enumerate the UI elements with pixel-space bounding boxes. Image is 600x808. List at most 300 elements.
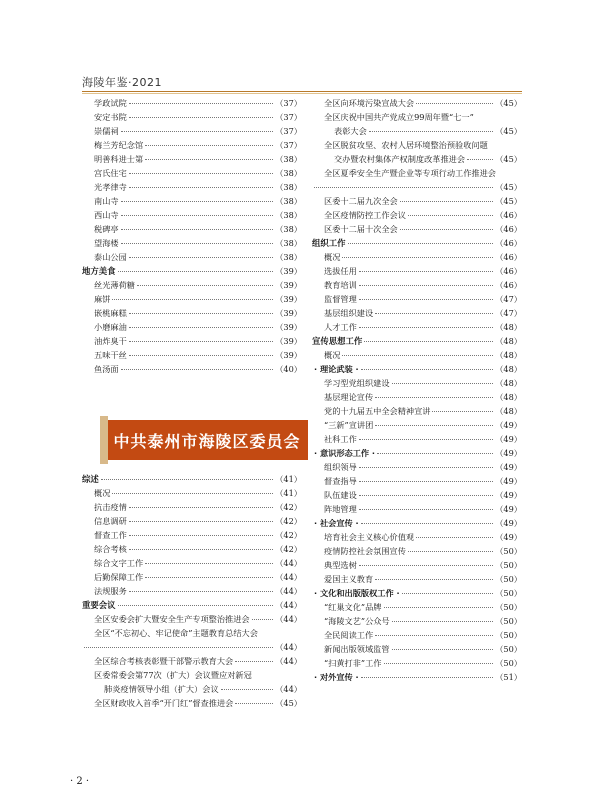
leader-dots <box>359 327 493 328</box>
toc-entry-title: 疫情防控社会氛围宣传 <box>324 546 406 556</box>
toc-entry-continued[interactable] <box>82 682 302 696</box>
toc-entry-title: · 意识形态工作 · <box>314 448 376 458</box>
toc-entry[interactable] <box>312 642 522 656</box>
toc-entry-title: 光孝律寺 <box>94 182 127 192</box>
toc-entry[interactable] <box>312 488 522 502</box>
toc-entry-title: 表彰大会 <box>334 126 367 136</box>
toc-entry-page: （39） <box>275 350 302 360</box>
toc-entry-continued[interactable] <box>312 152 522 166</box>
toc-entry-page: （38） <box>275 154 302 164</box>
toc-entry-page: （50） <box>495 630 522 640</box>
leader-dots <box>129 549 273 550</box>
toc-entry[interactable] <box>312 460 522 474</box>
leader-dots <box>129 327 273 328</box>
leader-dots <box>400 229 494 230</box>
toc-entry[interactable] <box>312 110 522 124</box>
toc-entry[interactable] <box>82 236 302 250</box>
toc-entry-page: （49） <box>495 504 522 514</box>
toc-entry-page: （41） <box>275 474 302 484</box>
toc-entry[interactable] <box>82 584 302 598</box>
toc-entry-title: 督查工作 <box>94 530 127 540</box>
toc-entry-page: （45） <box>275 698 302 708</box>
toc-entry-title: 丝光薄荷糖 <box>94 280 135 290</box>
toc-entry-page: （42） <box>275 530 302 540</box>
leader-dots <box>145 563 273 564</box>
toc-entry[interactable] <box>312 544 522 558</box>
toc-entry-page: （50） <box>495 546 522 556</box>
toc-left-bottom <box>82 472 302 710</box>
toc-entry-title: 学政试院 <box>94 98 127 108</box>
toc-entry-title: 组织工作 <box>312 238 346 248</box>
toc-entry[interactable] <box>312 320 522 334</box>
toc-entry-page: （49） <box>495 448 522 458</box>
toc-entry-title: 区委十二届十次全会 <box>324 224 398 234</box>
toc-entry-title: 南山寺 <box>94 196 119 206</box>
toc-entry-title: 梅兰芳纪念馆 <box>94 140 144 150</box>
toc-entry[interactable] <box>82 278 302 292</box>
toc-entry-title: 宣传思想工作 <box>312 336 363 346</box>
toc-entry-title: 典型选树 <box>324 560 357 570</box>
toc-entry-page: （48） <box>495 392 522 402</box>
toc-entry-title: 油炸臭干 <box>94 336 127 346</box>
page-number: · 2 · <box>70 776 90 787</box>
toc-entry-page: （38） <box>275 238 302 248</box>
leader-dots <box>359 565 493 566</box>
toc-entry[interactable] <box>82 514 302 528</box>
toc-entry-page: （38） <box>275 252 302 262</box>
toc-subsection-heading[interactable] <box>312 586 522 600</box>
toc-entry[interactable] <box>312 264 522 278</box>
leader-dots <box>359 299 493 300</box>
toc-entry[interactable] <box>312 558 522 572</box>
toc-entry[interactable] <box>82 180 302 194</box>
leader-dots <box>121 243 274 244</box>
toc-entry-title: 崇儒祠 <box>94 126 119 136</box>
leader-dots <box>129 313 273 314</box>
leader-dots <box>359 271 493 272</box>
toc-subsection-heading[interactable] <box>312 670 522 684</box>
toc-entry[interactable] <box>312 432 522 446</box>
toc-entry-page: （38） <box>275 196 302 206</box>
toc-entry-page: （50） <box>495 644 522 654</box>
toc-entry-page: （51） <box>495 672 522 682</box>
toc-entry[interactable] <box>312 572 522 586</box>
leader-dots <box>129 507 273 508</box>
toc-entry[interactable] <box>82 542 302 556</box>
toc-entry-page: （50） <box>495 658 522 668</box>
leader-dots <box>359 509 493 510</box>
toc-entry-title: 鱼汤面 <box>94 364 119 374</box>
leader-dots <box>361 677 494 678</box>
toc-entry-page: （44） <box>275 600 302 610</box>
toc-entry-title: 全区综合考核表彰暨干部警示教育大会 <box>94 656 234 666</box>
leader-dots <box>402 593 494 594</box>
toc-entry[interactable] <box>312 376 522 390</box>
toc-entry-title: “红巢文化”品牌 <box>324 602 382 612</box>
toc-section-heading[interactable] <box>312 334 522 348</box>
toc-entry-page: （49） <box>495 518 522 528</box>
toc-entry-page: （50） <box>495 574 522 584</box>
toc-entry-title: · 社会宣传 · <box>314 518 359 528</box>
toc-entry-title: 望海楼 <box>94 238 119 248</box>
toc-section-heading[interactable] <box>82 264 302 278</box>
toc-entry[interactable] <box>312 194 522 208</box>
toc-entry[interactable] <box>82 250 302 264</box>
toc-entry[interactable] <box>82 362 302 376</box>
toc-entry-title: 综合考核 <box>94 544 127 554</box>
toc-entry-title: 西山寺 <box>94 210 119 220</box>
toc-entry[interactable] <box>82 320 302 334</box>
toc-entry-page: （44） <box>275 684 302 694</box>
toc-entry[interactable] <box>312 418 522 432</box>
toc-entry-page: （44） <box>275 572 302 582</box>
leader-dots <box>359 285 493 286</box>
toc-entry-page: （44） <box>275 586 302 596</box>
toc-entry[interactable] <box>82 334 302 348</box>
header-rule <box>82 91 522 92</box>
toc-entry[interactable] <box>312 222 522 236</box>
leader-dots <box>375 579 493 580</box>
toc-entry-title: 全区向环境污染宣战大会 <box>324 98 415 108</box>
leader-dots <box>145 145 273 146</box>
toc-entry-title: 综述 <box>82 474 99 484</box>
toc-entry-title: 全区安委会扩大暨安全生产专项整治推进会 <box>94 614 250 624</box>
toc-entry-page: （50） <box>495 616 522 626</box>
leader-dots <box>392 649 494 650</box>
toc-entry[interactable] <box>312 166 522 180</box>
toc-entry[interactable] <box>82 528 302 542</box>
toc-entry[interactable] <box>82 696 302 710</box>
leader-dots <box>348 243 494 244</box>
leader-dots <box>121 131 274 132</box>
toc-entry[interactable] <box>312 404 522 418</box>
toc-entry[interactable] <box>312 628 522 642</box>
toc-entry-title: 泰山公园 <box>94 252 127 262</box>
toc-entry-page: （39） <box>275 322 302 332</box>
toc-entry-page: （46） <box>495 252 522 262</box>
toc-entry-page: （48） <box>495 322 522 332</box>
chapter-banner <box>106 420 308 460</box>
leader-dots <box>375 425 493 426</box>
toc-entry-page: （49） <box>495 420 522 430</box>
toc-entry-page: （37） <box>275 126 302 136</box>
toc-entry-page: （39） <box>275 336 302 346</box>
leader-dots <box>392 383 494 384</box>
leader-dots <box>467 159 493 160</box>
toc-entry[interactable] <box>82 124 302 138</box>
toc-entry-page: （37） <box>275 98 302 108</box>
toc-entry-title: 新闻出版领域监管 <box>324 644 390 654</box>
leader-dots <box>145 577 273 578</box>
leader-dots <box>129 117 273 118</box>
toc-entry[interactable] <box>312 292 522 306</box>
leader-dots <box>408 215 493 216</box>
leader-dots <box>432 411 493 412</box>
toc-entry-page: （45） <box>495 126 522 136</box>
toc-entry[interactable] <box>82 668 302 682</box>
toc-entry-page: （46） <box>495 224 522 234</box>
leader-dots <box>408 551 493 552</box>
toc-entry[interactable] <box>82 348 302 362</box>
toc-entry-title: 培育社会主义核心价值观 <box>324 532 415 542</box>
leader-dots <box>121 369 274 370</box>
leader-dots <box>129 103 273 104</box>
toc-entry-title: · 对外宣传 · <box>314 672 359 682</box>
toc-entry-page: （47） <box>495 308 522 318</box>
leader-dots <box>129 355 273 356</box>
toc-entry-page: （48） <box>495 406 522 416</box>
toc-entry-page: （45） <box>495 196 522 206</box>
toc-entry[interactable] <box>82 500 302 514</box>
toc-entry-title: 税碑亭 <box>94 224 119 234</box>
toc-entry[interactable] <box>82 222 302 236</box>
leader-dots <box>129 187 273 188</box>
toc-entry[interactable] <box>312 348 522 362</box>
leader-dots <box>359 481 493 482</box>
toc-entry-title: 组织领导 <box>324 462 357 472</box>
leader-dots <box>361 369 494 370</box>
toc-entry-title: · 理论武装 · <box>314 364 359 374</box>
toc-entry-page: （41） <box>275 488 302 498</box>
toc-entry-page: （39） <box>275 294 302 304</box>
leader-dots <box>112 299 273 300</box>
toc-entry-title: 安定书院 <box>94 112 127 122</box>
toc-entry[interactable] <box>312 600 522 614</box>
leader-dots <box>145 159 273 160</box>
chapter-title: 中共泰州市海陵区委员会 <box>113 431 301 451</box>
toc-entry-title: 选拔任用 <box>324 266 357 276</box>
leader-dots <box>221 689 274 690</box>
yearbook-header-label: 海陵年鉴·2021 <box>82 76 162 89</box>
toc-entry-page: （49） <box>495 434 522 444</box>
toc-entry-title: · 文化和出版版权工作 · <box>314 588 400 598</box>
toc-entry-page: （48） <box>495 378 522 388</box>
toc-entry-page: （44） <box>275 614 302 624</box>
toc-entry-title: 阵地管理 <box>324 504 357 514</box>
toc-entry-title: 法规服务 <box>94 586 127 596</box>
toc-entry-page: （37） <box>275 112 302 122</box>
toc-entry-page: （42） <box>275 516 302 526</box>
toc-entry[interactable] <box>82 138 302 152</box>
toc-entry-page: （46） <box>495 210 522 220</box>
toc-entry-page: （42） <box>275 544 302 554</box>
toc-entry[interactable] <box>82 654 302 668</box>
toc-entry-continued[interactable] <box>312 124 522 138</box>
toc-entry-page: （48） <box>495 364 522 374</box>
toc-entry-title: 社科工作 <box>324 434 357 444</box>
toc-entry-page: （49） <box>495 476 522 486</box>
leader-dots <box>364 341 493 342</box>
toc-entry-page: （42） <box>275 502 302 512</box>
toc-entry[interactable] <box>82 194 302 208</box>
toc-entry[interactable] <box>82 208 302 222</box>
toc-entry-title: 爱国主义教育 <box>324 574 374 584</box>
toc-entry[interactable] <box>312 306 522 320</box>
toc-entry-title: 明善科进士第 <box>94 154 144 164</box>
toc-entry[interactable] <box>82 556 302 570</box>
toc-entry-title: 全区庆祝中国共产党成立99周年暨“七一” <box>324 112 474 122</box>
toc-entry[interactable] <box>82 152 302 166</box>
toc-subsection-heading[interactable] <box>312 446 522 460</box>
toc-entry-title: 地方美食 <box>82 266 116 276</box>
toc-entry-page: （50） <box>495 602 522 612</box>
leader-dots <box>416 537 493 538</box>
toc-entry[interactable] <box>82 306 302 320</box>
toc-entry-page: （45） <box>495 182 522 192</box>
toc-entry-title: 全区财政收入首季“开门红”督查推进会 <box>94 698 234 708</box>
toc-entry-page: （45） <box>495 98 522 108</box>
toc-entry-page: （38） <box>275 182 302 192</box>
toc-entry-title: 学习型党组织建设 <box>324 378 390 388</box>
toc-entry-title: 督查指导 <box>324 476 357 486</box>
toc-entry-title: 信息调研 <box>94 516 127 526</box>
toc-entry[interactable] <box>82 570 302 584</box>
leader-dots <box>377 453 493 454</box>
toc-entry-title: 基层理论宣传 <box>324 392 374 402</box>
leader-dots <box>118 605 274 606</box>
toc-entry-title: “海陵文艺”公众号 <box>324 616 390 626</box>
leader-dots <box>84 647 273 648</box>
toc-entry-page: （44） <box>275 558 302 568</box>
leader-dots <box>252 619 274 620</box>
toc-entry-title: 基层组织建设 <box>324 308 374 318</box>
toc-entry-title: 监督管理 <box>324 294 357 304</box>
toc-entry[interactable] <box>82 612 302 626</box>
toc-entry[interactable] <box>82 292 302 306</box>
toc-subsection-heading[interactable] <box>312 362 522 376</box>
toc-entry[interactable] <box>312 656 522 670</box>
toc-entry-title: 全区疫情防控工作会议 <box>324 210 406 220</box>
leader-dots <box>400 201 494 202</box>
toc-entry-title: 后勤保障工作 <box>94 572 144 582</box>
toc-entry-page: （49） <box>495 490 522 500</box>
toc-entry-title: 小磨麻油 <box>94 322 127 332</box>
toc-entry-page: （47） <box>495 294 522 304</box>
toc-entry-title: 重要会议 <box>82 600 116 610</box>
toc-entry[interactable] <box>312 502 522 516</box>
toc-entry-title: 全民阅读工作 <box>324 630 374 640</box>
toc-entry[interactable] <box>312 530 522 544</box>
leader-dots <box>129 173 273 174</box>
leader-dots <box>235 703 273 704</box>
toc-entry-page: （50） <box>495 560 522 570</box>
toc-entry[interactable] <box>82 626 302 640</box>
leader-dots <box>392 621 494 622</box>
toc-entry-page: （44） <box>275 642 302 652</box>
toc-entry-page: （39） <box>275 308 302 318</box>
toc-entry-title: 嵌桃麻糕 <box>94 308 127 318</box>
toc-entry[interactable] <box>312 390 522 404</box>
toc-entry-title: “三新”宣讲团 <box>324 420 374 430</box>
toc-entry-page: （48） <box>495 350 522 360</box>
leader-dots <box>101 479 273 480</box>
toc-entry-title: 肺炎疫情领导小组（扩大）会议 <box>104 684 219 694</box>
toc-entry-title: “扫黄打非”工作 <box>324 658 382 668</box>
toc-entry-page: （46） <box>495 238 522 248</box>
toc-subsection-heading[interactable] <box>312 516 522 530</box>
toc-entry-page: （49） <box>495 532 522 542</box>
toc-entry-page: （46） <box>495 266 522 276</box>
leader-dots <box>342 355 493 356</box>
toc-entry-title: 综合文字工作 <box>94 558 144 568</box>
leader-dots <box>384 663 494 664</box>
leader-dots <box>384 607 494 608</box>
toc-entry-title: 全区“不忘初心、牢记使命”主题教育总结大会 <box>94 628 258 638</box>
leader-dots <box>129 535 273 536</box>
toc-entry-page: （38） <box>275 210 302 220</box>
toc-section-heading[interactable] <box>82 472 302 486</box>
toc-entry[interactable] <box>312 208 522 222</box>
toc-section-heading[interactable] <box>82 598 302 612</box>
leader-dots <box>121 229 274 230</box>
toc-entry[interactable] <box>312 250 522 264</box>
leader-dots <box>118 271 274 272</box>
toc-entry-page: （39） <box>275 266 302 276</box>
leader-dots <box>112 493 273 494</box>
toc-entry-page: （38） <box>275 168 302 178</box>
toc-entry-title: 全区夏季安全生产暨企业等专项行动工作推进会 <box>324 168 496 178</box>
toc-entry-title: 抗击疫情 <box>94 502 127 512</box>
leader-dots <box>359 495 493 496</box>
leader-dots <box>121 201 274 202</box>
toc-entry-continued[interactable] <box>82 640 302 654</box>
leader-dots <box>416 103 493 104</box>
toc-entry[interactable] <box>312 278 522 292</box>
toc-entry-continued[interactable] <box>312 180 522 194</box>
leader-dots <box>375 313 493 314</box>
toc-entry[interactable] <box>312 474 522 488</box>
leader-dots <box>359 467 493 468</box>
toc-entry-title: 区委常委会第77次（扩大）会议暨应对新冠 <box>94 670 252 680</box>
leader-dots <box>137 285 273 286</box>
toc-entry-page: （45） <box>495 154 522 164</box>
toc-entry-page: （40） <box>275 364 302 374</box>
leader-dots <box>129 341 273 342</box>
leader-dots <box>121 215 274 216</box>
toc-entry[interactable] <box>312 614 522 628</box>
toc-entry-title: 全区脱贫攻坚、农村人居环境整治预验收问题 <box>324 140 488 150</box>
leader-dots <box>369 131 493 132</box>
toc-entry[interactable] <box>82 166 302 180</box>
toc-entry-page: （48） <box>495 336 522 346</box>
toc-entry[interactable] <box>312 138 522 152</box>
leader-dots <box>129 257 273 258</box>
leader-dots <box>235 661 273 662</box>
toc-left-top <box>82 96 302 376</box>
toc-entry[interactable] <box>82 110 302 124</box>
toc-entry-title: 五味干丝 <box>94 350 127 360</box>
leader-dots <box>129 591 273 592</box>
toc-entry-page: （39） <box>275 280 302 290</box>
leader-dots <box>359 439 493 440</box>
toc-entry[interactable] <box>312 96 522 110</box>
header-rule-secondary <box>82 93 522 94</box>
toc-entry[interactable] <box>82 96 302 110</box>
toc-entry-title: 宫氏住宅 <box>94 168 127 178</box>
toc-section-heading[interactable] <box>312 236 522 250</box>
toc-entry-title: 概况 <box>94 488 111 498</box>
toc-entry-page: （49） <box>495 462 522 472</box>
toc-entry-title: 队伍建设 <box>324 490 357 500</box>
leader-dots <box>361 523 494 524</box>
toc-entry-title: 概况 <box>324 350 341 360</box>
leader-dots <box>375 635 493 636</box>
toc-entry-page: （46） <box>495 280 522 290</box>
toc-entry[interactable] <box>82 486 302 500</box>
leader-dots <box>342 257 493 258</box>
toc-entry-title: 麻饼 <box>94 294 111 304</box>
toc-entry-title: 区委十二届九次全会 <box>324 196 398 206</box>
